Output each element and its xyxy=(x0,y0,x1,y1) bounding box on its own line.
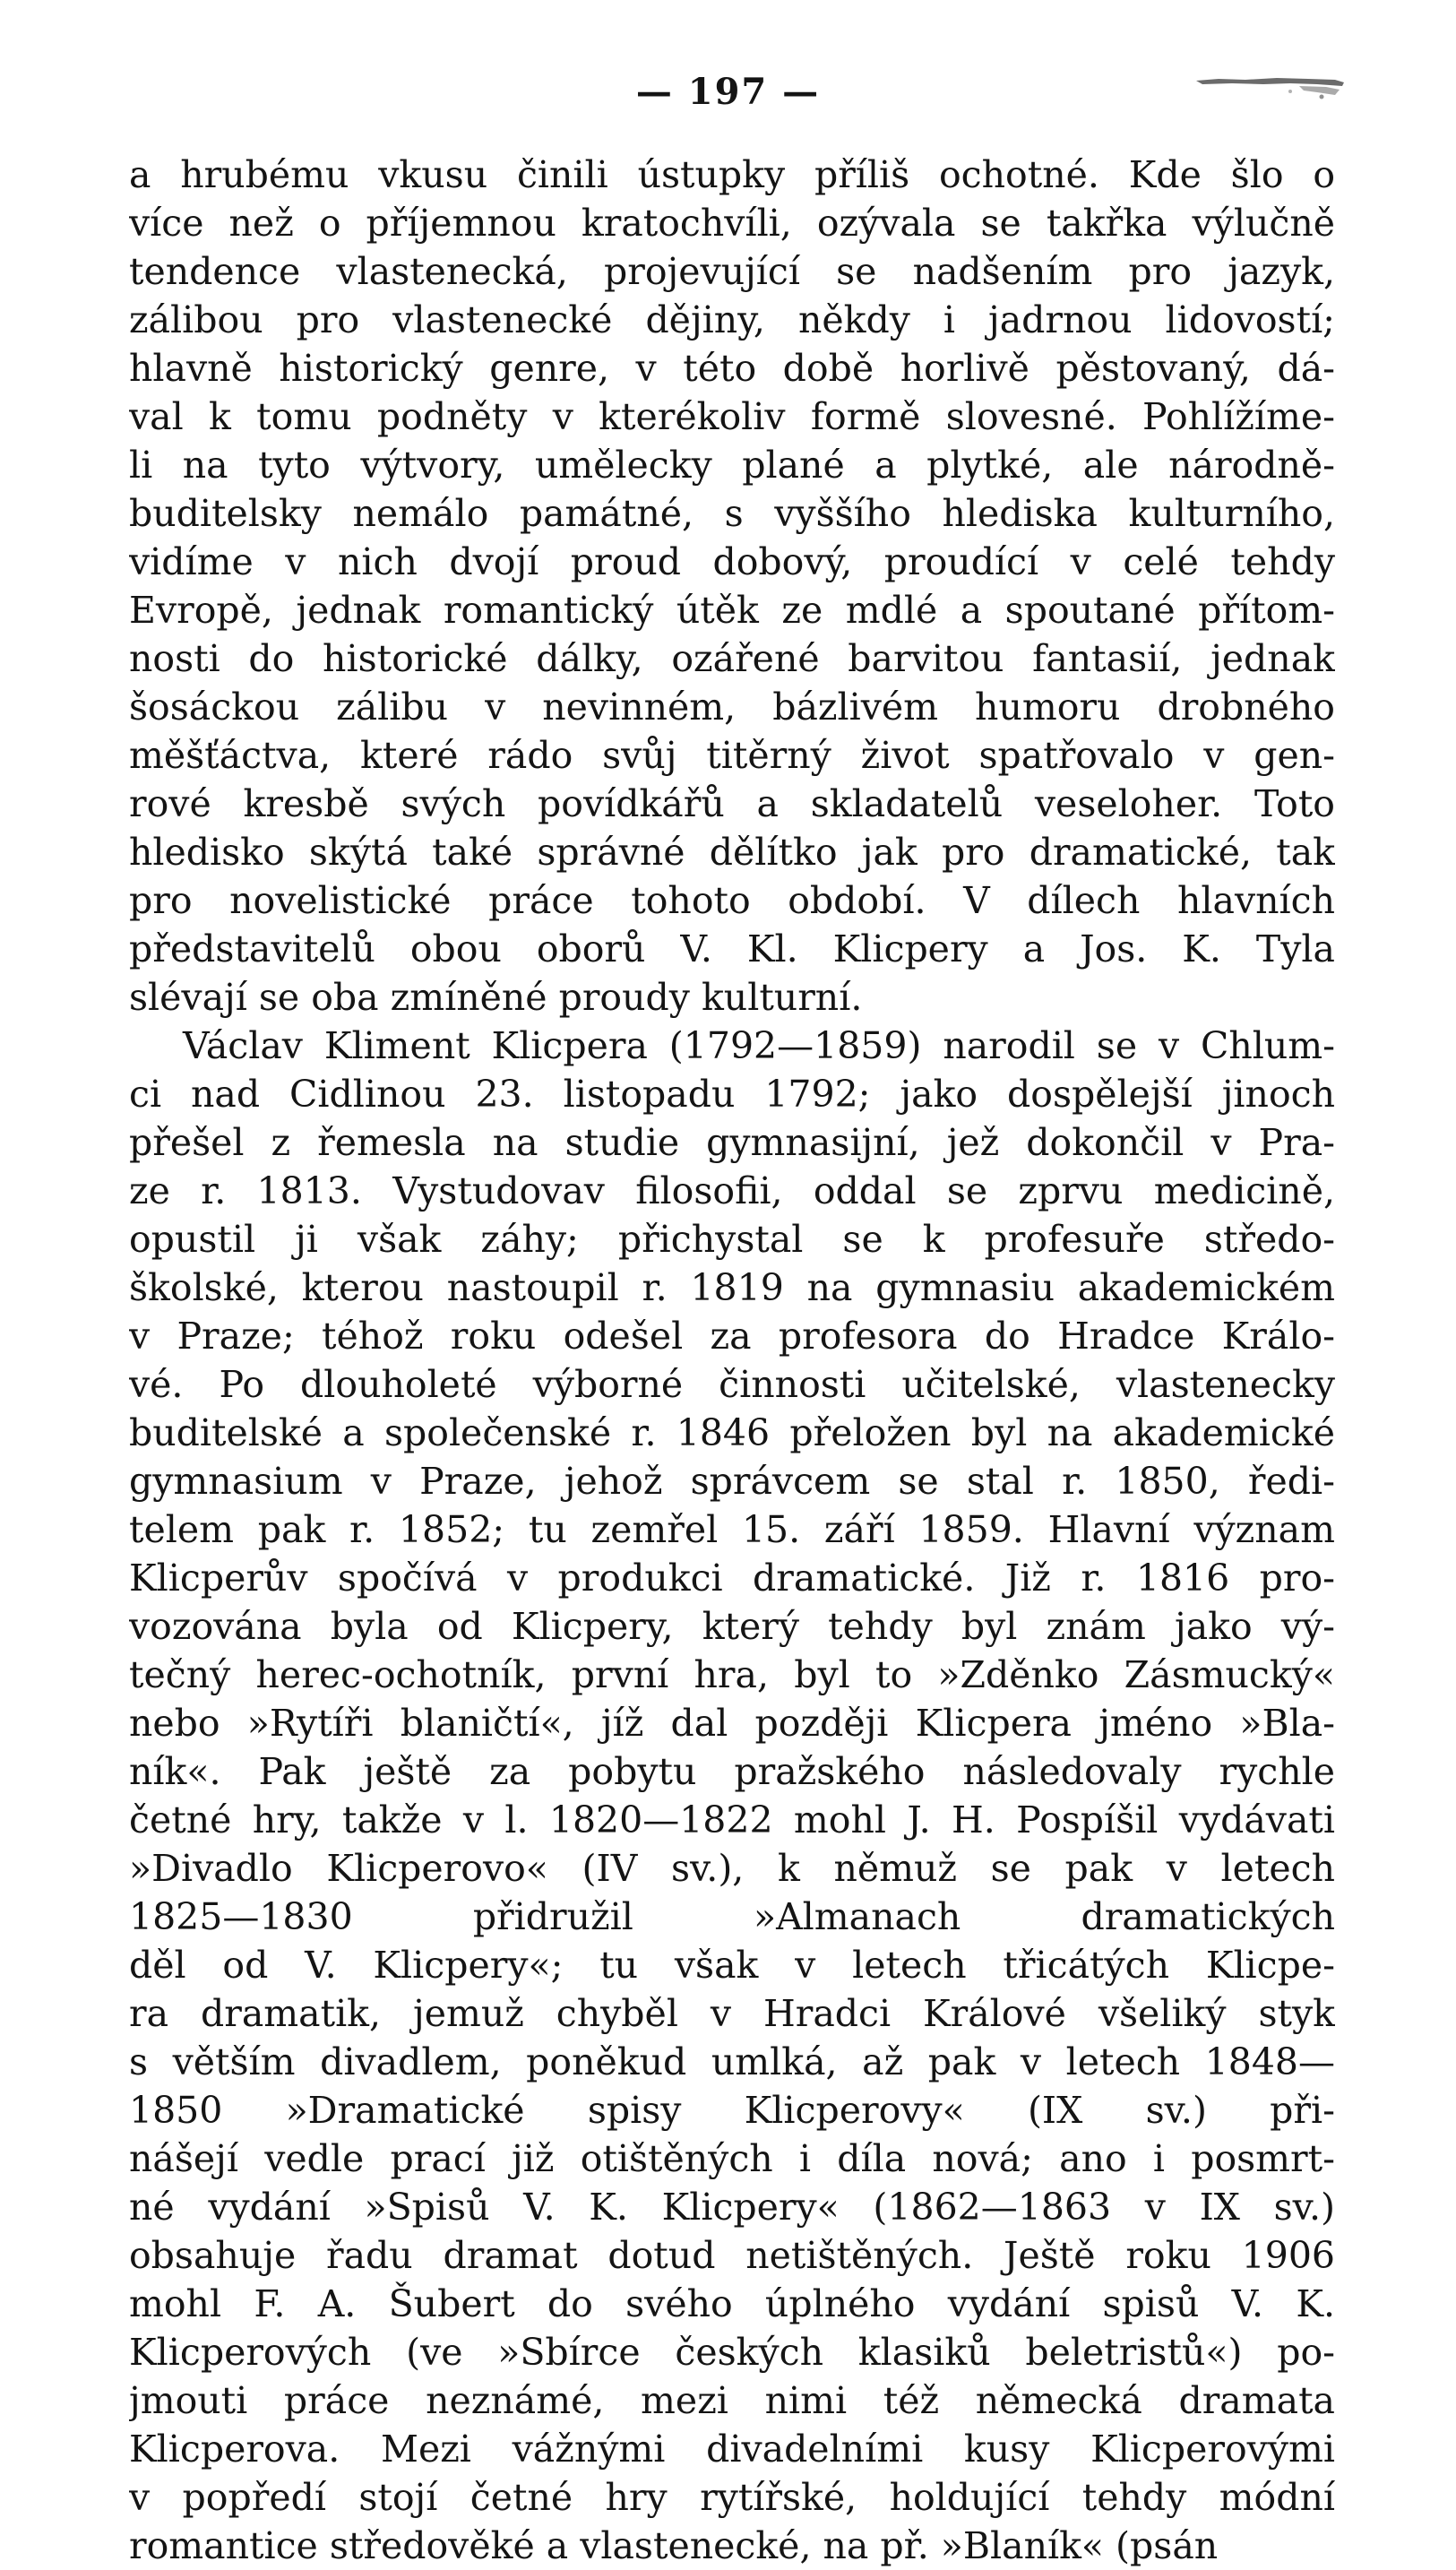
text-line: rové kresbě svých povídkářů a skladatelů veseloher. Toto xyxy=(129,782,1335,825)
text-line: hledisko skýtá také správné dělítko jak pro dramatické, tak xyxy=(129,831,1335,874)
main-text xyxy=(129,151,1335,2570)
text-line: tendence vlastenecká, projevující se nadšením pro jazyk, xyxy=(129,250,1335,293)
text-line: četné hry, takže v l. 1820—1822 mohl J. H. Pospíšil vydávati xyxy=(129,1798,1335,1841)
text-line: val k tomu podněty v kterékoliv formě slovesné. Pohlížíme- xyxy=(129,395,1335,438)
page-number: — 197 — xyxy=(635,71,821,113)
text-line: ra dramatik, jemuž chyběl v Hradci Králové všeliký styk xyxy=(129,1992,1335,2035)
text-line: více než o příjemnou kratochvíli, ozývala se takřka výlučně xyxy=(129,202,1335,245)
text-line: děl od V. Klicpery«; tu však v letech třicátých Klicpe- xyxy=(129,1944,1335,1987)
text-line: né vydání »Spisů V. K. Klicpery« (1862—1863 v IX sv.) xyxy=(129,2186,1335,2229)
text-line: buditelské a společenské r. 1846 přeložen byl na akademické xyxy=(129,1411,1335,1454)
text-line: buditelsky nemálo památné, s vyššího hlediska kulturního, xyxy=(129,492,1335,535)
text-line: v Praze; téhož roku odešel za profesora do Hradce Králo- xyxy=(129,1315,1335,1358)
print-smudge-mark xyxy=(1192,72,1348,102)
text-line: vidíme v nich dvojí proud dobový, proudící v celé tehdy xyxy=(129,540,1335,583)
text-line: 1850 »Dramatické spisy Klicperovy« (IX sv.) při- xyxy=(129,2089,1335,2132)
text-line: nebo »Rytíři blaničtí«, jíž dal později Klicpera jméno »Bla- xyxy=(129,1702,1335,1745)
text-line: vozována byla od Klicpery, který tehdy byl znám jako vý- xyxy=(129,1605,1335,1648)
paragraph xyxy=(129,151,1335,1022)
text-line: romantice středověké a vlastenecké, na př. »Blaník« (psán xyxy=(129,2524,1219,2567)
text-line: obsahuje řadu dramat dotud netištěných. Ještě roku 1906 xyxy=(129,2234,1335,2277)
text-line: slévají se oba zmíněné proudy kulturní. xyxy=(129,976,863,1019)
text-line: opustil ji však záhy; přichystal se k profesuře středo- xyxy=(129,1218,1335,1261)
text-line: přešel z řemesla na studie gymnasijní, jež dokončil v Pra- xyxy=(129,1121,1335,1164)
text-line: Klicperových (ve »Sbírce českých klasiků beletristů«) po- xyxy=(129,2331,1335,2374)
text-line: v popředí stojí četné hry rytířské, holdující tehdy módní xyxy=(129,2476,1335,2519)
text-line: telem pak r. 1852; tu zemřel 15. září 1859. Hlavní význam xyxy=(129,1508,1335,1551)
text-line: tečný herec-ochotník, první hra, byl to »Zděnko Zásmucký« xyxy=(129,1653,1335,1696)
text-line: šosáckou zálibu v nevinném, bázlivém humoru drobného xyxy=(129,686,1335,729)
text-line: zálibou pro vlastenecké dějiny, někdy i jadrnou lidovostí; xyxy=(129,298,1335,341)
paragraph xyxy=(129,1022,1335,2570)
text-line: Klicperova. Mezi vážnými divadelními kusy Klicperovými xyxy=(129,2428,1335,2471)
text-line: gymnasium v Praze, jehož správcem se stal r. 1850, ředi- xyxy=(129,1460,1335,1503)
text-line: jmouti práce neznámé, mezi nimi též německá dramata xyxy=(129,2379,1335,2422)
text-line: školské, kterou nastoupil r. 1819 na gymnasiu akademickém xyxy=(129,1266,1335,1309)
text-line: nášejí vedle prací již otištěných i díla nová; ano i posmrt- xyxy=(129,2137,1335,2180)
text-line: ze r. 1813. Vystudovav filosofii, oddal se zprvu medicině, xyxy=(129,1169,1335,1212)
text-line: ci nad Cidlinou 23. listopadu 1792; jako dospělejší jinoch xyxy=(129,1073,1335,1116)
text-line: »Divadlo Klicperovo« (IV sv.), k němuž se pak v letech xyxy=(129,1847,1335,1890)
text-line: vé. Po dlouholeté výborné činnosti učitelské, vlastenecky xyxy=(129,1363,1335,1406)
text-line: hlavně historický genre, v této době horlivě pěstovaný, dá- xyxy=(129,347,1335,390)
text-line: ník«. Pak ještě za pobytu pražského následovaly rychle xyxy=(129,1750,1335,1793)
text-line: s větším divadlem, poněkud umlká, až pak v letech 1848— xyxy=(129,2040,1335,2083)
text-line: a hrubému vkusu činili ústupky příliš ochotné. Kde šlo o xyxy=(129,153,1335,196)
text-line: nosti do historické dálky, ozářené barvitou fantasií, jednak xyxy=(129,637,1335,680)
text-line: 1825—1830 přidružil »Almanach dramatických xyxy=(129,1895,1335,1938)
text-line: Václav Kliment Klicpera (1792—1859) narodil se v Chlum- xyxy=(183,1024,1335,1067)
text-line: li na tyto výtvory, umělecky plané a plytké, ale národně- xyxy=(129,444,1335,487)
text-line: Klicperův spočívá v produkci dramatické. Již r. 1816 pro- xyxy=(129,1557,1335,1600)
text-line: mohl F. A. Šubert do svého úplného vydání spisů V. K. xyxy=(129,2282,1335,2325)
text-line: pro novelistické práce tohoto období. V dílech hlavních xyxy=(129,879,1335,922)
text-line: představitelů obou oborů V. Kl. Klicpery a Jos. K. Tyla xyxy=(129,927,1335,970)
text-line: měšťáctva, které rádo svůj titěrný život spatřovalo v gen- xyxy=(129,734,1335,777)
text-line: Evropě, jednak romantický útěk ze mdlé a spoutané přítom- xyxy=(129,589,1335,632)
